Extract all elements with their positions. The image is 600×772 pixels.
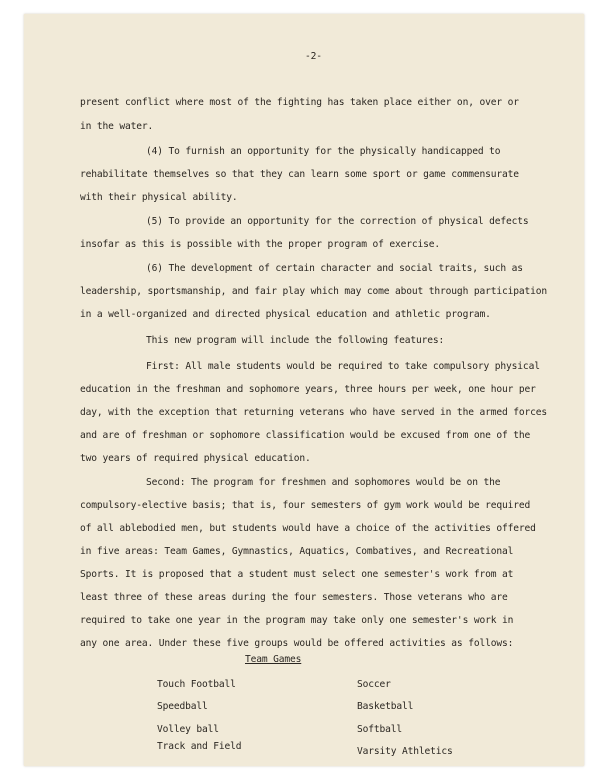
text-line: in five areas: Team Games, Gymnastics, Aquatics, Combatives, and Recreational — [80, 546, 514, 557]
text-line: education in the freshman and sophomore years, three hours per week, one hour per — [80, 384, 536, 395]
team-games-heading: Team Games — [245, 654, 302, 665]
activity-item: Soccer — [357, 679, 391, 690]
text-line: required to take one year in the program may take only one semester's work in — [80, 615, 514, 626]
text-line: Sports. It is proposed that a student must select one semester's work from at — [80, 569, 514, 580]
text-line: in a well-organized and directed physical education and athletic program. — [80, 309, 491, 320]
text-line: least three of these areas during the four semesters. Those veterans who are — [80, 592, 508, 603]
text-line: any one area. Under these five groups would be offered activities as follows: — [80, 638, 514, 649]
activity-item: Speedball — [157, 701, 208, 712]
text-line: with their physical ability. — [80, 192, 238, 203]
activity-item: Volley ball — [157, 724, 219, 735]
text-line: of all ablebodied men, but students would have a choice of the activities offered — [80, 523, 536, 534]
text-line: This new program will include the following features: — [146, 335, 445, 346]
text-line: leadership, sportsmanship, and fair play which may come about through participation — [80, 286, 547, 297]
text-line: rehabilitate themselves so that they can learn some sport or game commensurate — [80, 169, 519, 180]
text-line: Second: The program for freshmen and sophomores would be on the — [146, 477, 501, 488]
text-line: day, with the exception that returning veterans who have served in the armed forces — [80, 407, 547, 418]
activity-item: Track and Field — [157, 741, 242, 752]
text-line: First: All male students would be required to take compulsory physical — [146, 361, 540, 372]
text-line: (5) To provide an opportunity for the correction of physical defects — [146, 216, 529, 227]
text-line: insofar as this is possible with the proper program of exercise. — [80, 239, 441, 250]
text-line: compulsory-elective basis; that is, four semesters of gym work would be required — [80, 500, 531, 511]
activity-item: Touch Football — [157, 679, 236, 690]
text-line: (4) To furnish an opportunity for the physically handicapped to — [146, 146, 501, 157]
text-line: in the water. — [80, 121, 154, 132]
page-number: -2- — [305, 51, 322, 62]
activity-item: Softball — [357, 724, 403, 735]
text-line: two years of required physical education. — [80, 453, 311, 464]
activity-item: Basketball — [357, 701, 414, 712]
text-line: present conflict where most of the fighting has taken place either on, over or — [80, 97, 519, 108]
text-line: (6) The development of certain character and social traits, such as — [146, 263, 523, 274]
text-line: and are of freshman or sophomore classification would be excused from one of the — [80, 430, 531, 441]
activity-item: Varsity Athletics — [357, 746, 453, 757]
